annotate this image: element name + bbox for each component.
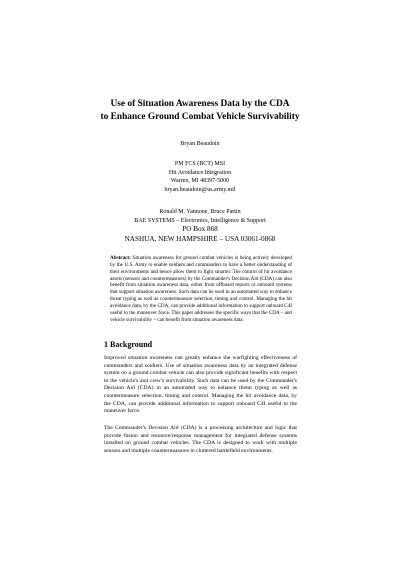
- author-1-name: Bryan Beaudoin: [180, 141, 220, 147]
- author-1-email: bryan.beaudoin@us.army.mil: [164, 186, 236, 193]
- affiliation-line: PO Box 868: [182, 225, 218, 234]
- affiliation-line: NASHUA, NEW HAMPSHIRE – USA 03061-0868: [124, 234, 276, 243]
- section-heading: 1 Background: [104, 340, 153, 349]
- body-paragraph-2: The Commander's Decision Aid (CDA) is a processing architecture and logic that provide fusion and resource/response management for integrated defense systems installed on ground combat vehicles. The CDA is designed to work with multiple sensors and multiple countermeasures in cluttered battlefield environments.: [104, 425, 297, 454]
- title-line-1: Use of Situation Awareness Data by the CDA: [110, 99, 290, 109]
- affiliation-line: Hit Avoidance Integration: [168, 169, 232, 176]
- abstract: [110, 255, 292, 323]
- paper-title: [0, 98, 400, 124]
- author-1-affiliation: [0, 160, 400, 194]
- affiliation-line: BAE SYSTEMS – Electronics, Intelligence & Support: [134, 217, 266, 224]
- body-paragraph-1: Improved situation awareness can greatly enhance the warfighting effectiveness of commanders and soldiers. Use of situation awareness data by an integrated defense system on a ground combat vehicle can also provide significant benefits with respect to the vehicle's and crew's survivability. Such data can be used by the Commander's Decision Aid (CDA) in an automated way to enhance threat typing as well as countermeasure selection, timing and control. Managing the hit avoidance data, by the CDA, can provide additional information to support onboard C4I useful to the maneuver force.: [104, 355, 297, 415]
- affiliation-line: Warren, MI 48397-5000: [170, 178, 230, 185]
- affiliation-line: PM FCS (BCT) MSI: [174, 161, 226, 167]
- author-2-block: [0, 208, 400, 244]
- abstract-label: Abstract:: [110, 255, 131, 261]
- title-line-2: to Enhance Ground Combat Vehicle Survivability: [100, 112, 300, 122]
- author-2-names: Ronald M. Yannone, Bruce Partin: [159, 209, 241, 215]
- abstract-text: Situation awareness for ground combat vehicles is being actively developed by the U.S. Army to enable soldiers and commanders to have a better understanding of their environments and hence allow them to fight smarter. The control of hit avoidance assets (sensors and countermeasures) by the Commander's Decision Aid (CDA) can also benefit from situation awareness data, either from offboard reports or onboard systems that support situation awareness. Such data can be used in an automated way to enhance threat typing as well as countermeasure selection, timing and control. Managing the hit avoidance data, by the CDA, can provide additional information to support onboard C4I useful to the maneuver force. This paper addresses the specific ways that the CDA – and vehicle survivability – can benefit from situation awareness data.: [110, 255, 292, 323]
